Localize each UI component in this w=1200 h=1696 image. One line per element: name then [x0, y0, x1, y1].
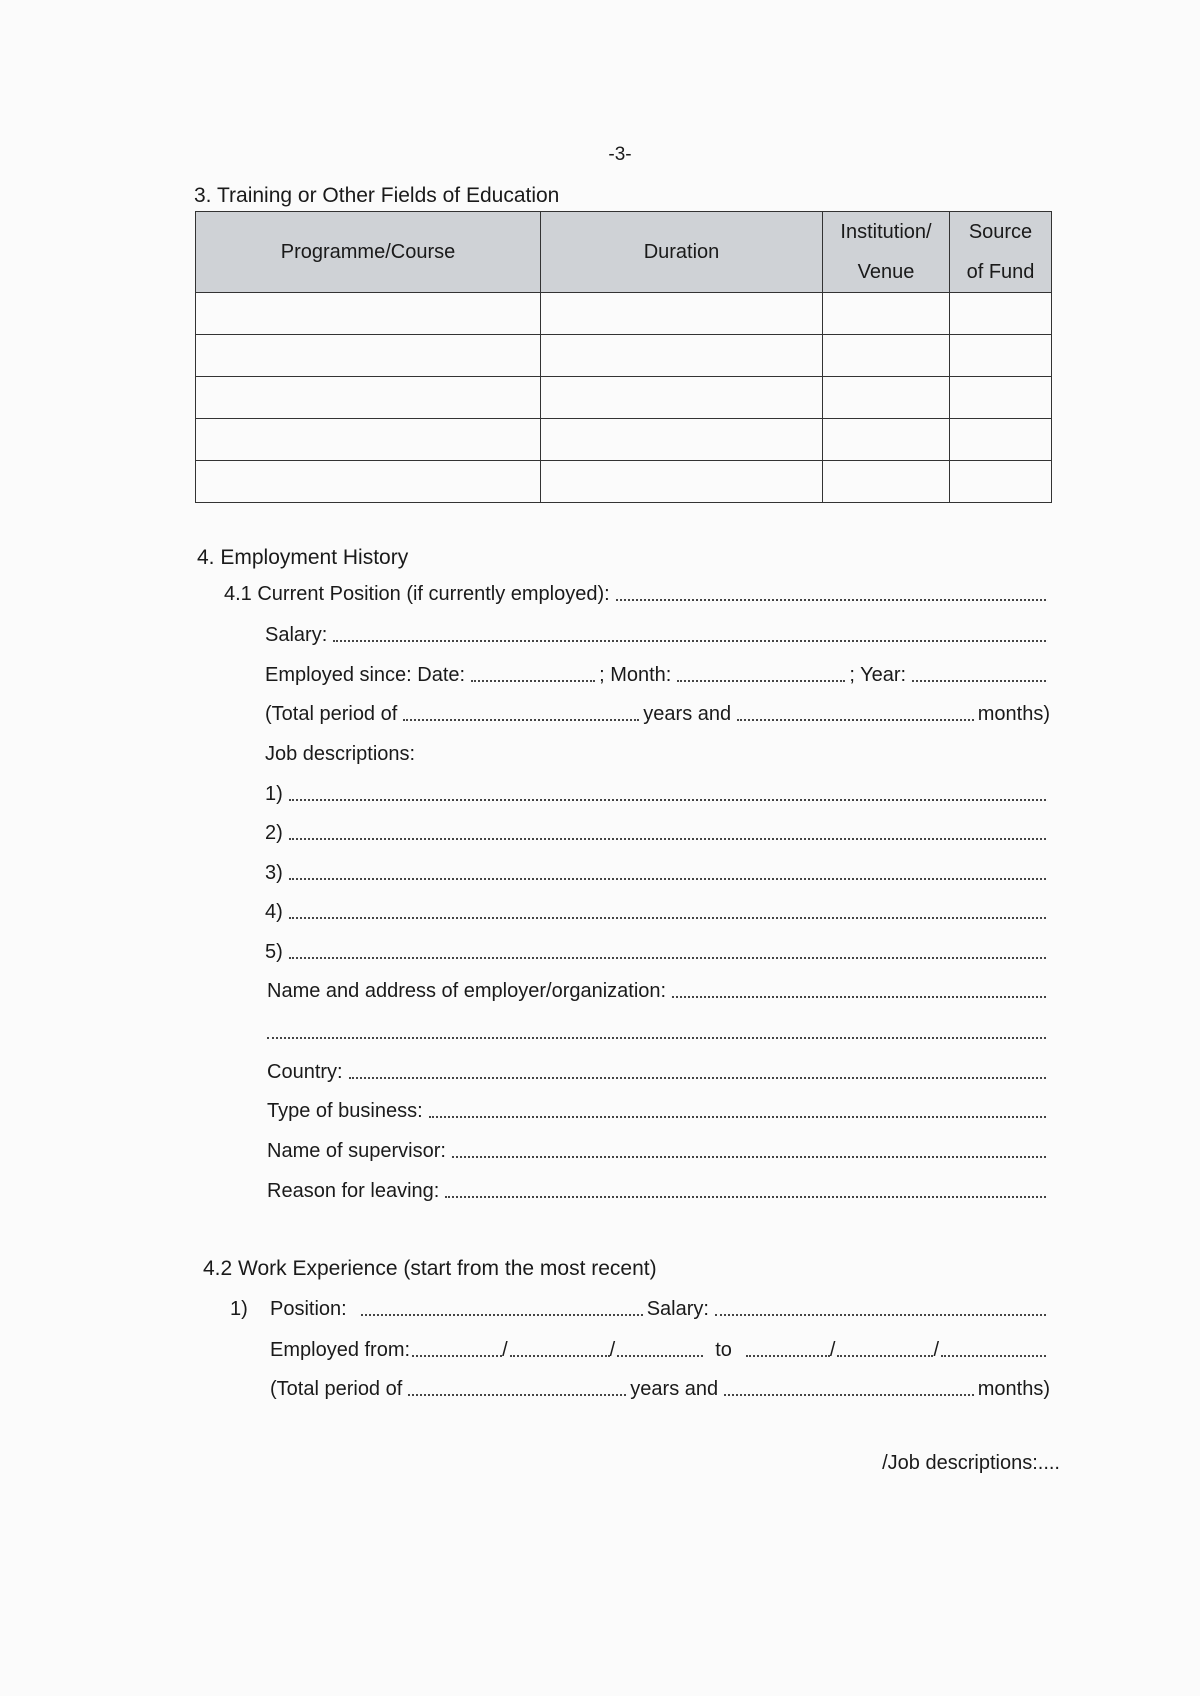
job-item-2-field[interactable] — [289, 837, 1046, 840]
section-3-heading: 3. Training or Other Fields of Education — [194, 184, 560, 207]
job-descriptions-label: Job descriptions: — [265, 743, 416, 765]
to-label: to — [715, 1339, 732, 1361]
table-cell[interactable] — [541, 377, 823, 419]
job-item-4-field[interactable] — [289, 916, 1046, 919]
table-cell[interactable] — [950, 377, 1052, 419]
salary-field[interactable] — [333, 639, 1046, 642]
job-item-1: 1) — [265, 783, 1050, 806]
employed-from-line: Employed from: / / to / / — [270, 1339, 1050, 1362]
total-years-2-field[interactable] — [408, 1393, 626, 1396]
position-line — [230, 1298, 1050, 1321]
position-number: 1) — [230, 1298, 248, 1320]
employed-since-year-label: ; Year: — [849, 664, 907, 686]
page-number: -3- — [608, 144, 632, 165]
column-header-source-of-fund: Source of Fund — [950, 212, 1052, 293]
current-position-line — [224, 583, 1050, 606]
employer-field[interactable] — [672, 995, 1046, 998]
country-line — [267, 1061, 1050, 1084]
from-month-field[interactable] — [510, 1354, 610, 1357]
table-cell[interactable] — [950, 461, 1052, 503]
employed-since-month-label: ; Month: — [599, 664, 672, 686]
current-position-field[interactable] — [616, 598, 1046, 601]
reason-for-leaving-field[interactable] — [445, 1195, 1046, 1198]
column-header-institution: Institution/ Venue — [823, 212, 950, 293]
total-period-line — [265, 703, 1050, 726]
current-position-label: 4.1 Current Position (if currently employed): — [224, 583, 610, 605]
table-row — [196, 335, 1052, 377]
job-item-3: 3) — [265, 862, 1050, 885]
employed-since-month-field[interactable] — [677, 679, 845, 682]
job-item-1-field[interactable] — [289, 798, 1046, 801]
table-cell[interactable] — [950, 419, 1052, 461]
table-cell[interactable] — [541, 335, 823, 377]
type-of-business-label: Type of business: — [267, 1100, 423, 1122]
total-months-field[interactable] — [737, 718, 974, 721]
salary2-label: Salary: — [646, 1298, 709, 1320]
table-row — [196, 293, 1052, 335]
job-item-2: 2) — [265, 822, 1050, 845]
table-cell[interactable] — [823, 419, 950, 461]
from-year-field[interactable] — [617, 1354, 703, 1357]
table-row — [196, 461, 1052, 503]
employer-line-2 — [267, 1020, 1050, 1044]
table-cell[interactable] — [196, 419, 541, 461]
table-cell[interactable] — [196, 335, 541, 377]
total-period-2-label: (Total period of — [270, 1378, 403, 1400]
employer-line — [267, 980, 1050, 1003]
salary2-field[interactable] — [715, 1313, 1046, 1316]
column-header-programme: Programme/Course — [196, 212, 541, 293]
job-item-5-field[interactable] — [289, 956, 1046, 959]
supervisor-label: Name of supervisor: — [267, 1140, 446, 1162]
to-year-field[interactable] — [941, 1354, 1046, 1357]
total-years-field[interactable] — [403, 718, 639, 721]
column-header-duration: Duration — [541, 212, 823, 293]
employed-since-line — [265, 664, 1050, 687]
employed-since-date-label: Employed since: Date: — [265, 664, 466, 686]
table-cell[interactable] — [196, 461, 541, 503]
training-table — [195, 211, 1052, 503]
work-experience-heading: 4.2 Work Experience (start from the most recent) — [203, 1257, 657, 1280]
position-field[interactable] — [361, 1313, 643, 1316]
table-cell[interactable] — [950, 335, 1052, 377]
continuation-note: /Job descriptions:.... — [882, 1452, 1060, 1474]
table-cell[interactable] — [196, 293, 541, 335]
job-descriptions-line — [265, 743, 1050, 766]
employed-from-label: Employed from: — [270, 1339, 411, 1361]
table-cell[interactable] — [541, 293, 823, 335]
table-cell[interactable] — [823, 293, 950, 335]
job-item-5: 5) — [265, 941, 1050, 964]
job-item-3-field[interactable] — [289, 877, 1046, 880]
job-item-4: 4) — [265, 901, 1050, 924]
employer-field-2[interactable] — [267, 1036, 1046, 1039]
employed-since-date-field[interactable] — [471, 679, 595, 682]
table-row — [196, 377, 1052, 419]
total-months-2-field[interactable] — [724, 1393, 974, 1396]
position-label: Position: — [270, 1298, 347, 1320]
years-and-2-label: years and — [630, 1378, 719, 1400]
months-label: months) — [977, 703, 1050, 725]
supervisor-field[interactable] — [452, 1155, 1046, 1158]
type-of-business-field[interactable] — [429, 1115, 1046, 1118]
table-row — [196, 419, 1052, 461]
country-label: Country: — [267, 1061, 343, 1083]
from-day-field[interactable] — [412, 1354, 502, 1357]
table-cell[interactable] — [950, 293, 1052, 335]
total-period-label: (Total period of — [265, 703, 398, 725]
section-4-heading: 4. Employment History — [197, 546, 409, 569]
table-cell[interactable] — [823, 335, 950, 377]
employed-since-year-field[interactable] — [912, 679, 1046, 682]
country-field[interactable] — [349, 1076, 1046, 1079]
table-cell[interactable] — [541, 419, 823, 461]
to-month-field[interactable] — [837, 1354, 933, 1357]
reason-for-leaving-label: Reason for leaving: — [267, 1180, 440, 1202]
salary-line — [265, 624, 1050, 647]
table-cell[interactable] — [823, 377, 950, 419]
total-period-2-line — [270, 1378, 1050, 1401]
table-cell[interactable] — [823, 461, 950, 503]
salary-label: Salary: — [265, 624, 328, 646]
months-2-label: months) — [977, 1378, 1050, 1400]
table-cell[interactable] — [541, 461, 823, 503]
employer-label: Name and address of employer/organization: — [267, 980, 667, 1002]
to-day-field[interactable] — [746, 1354, 830, 1357]
reason-line — [267, 1180, 1050, 1203]
years-and-label: years and — [643, 703, 732, 725]
supervisor-line — [267, 1140, 1050, 1163]
table-cell[interactable] — [196, 377, 541, 419]
business-line — [267, 1100, 1050, 1123]
